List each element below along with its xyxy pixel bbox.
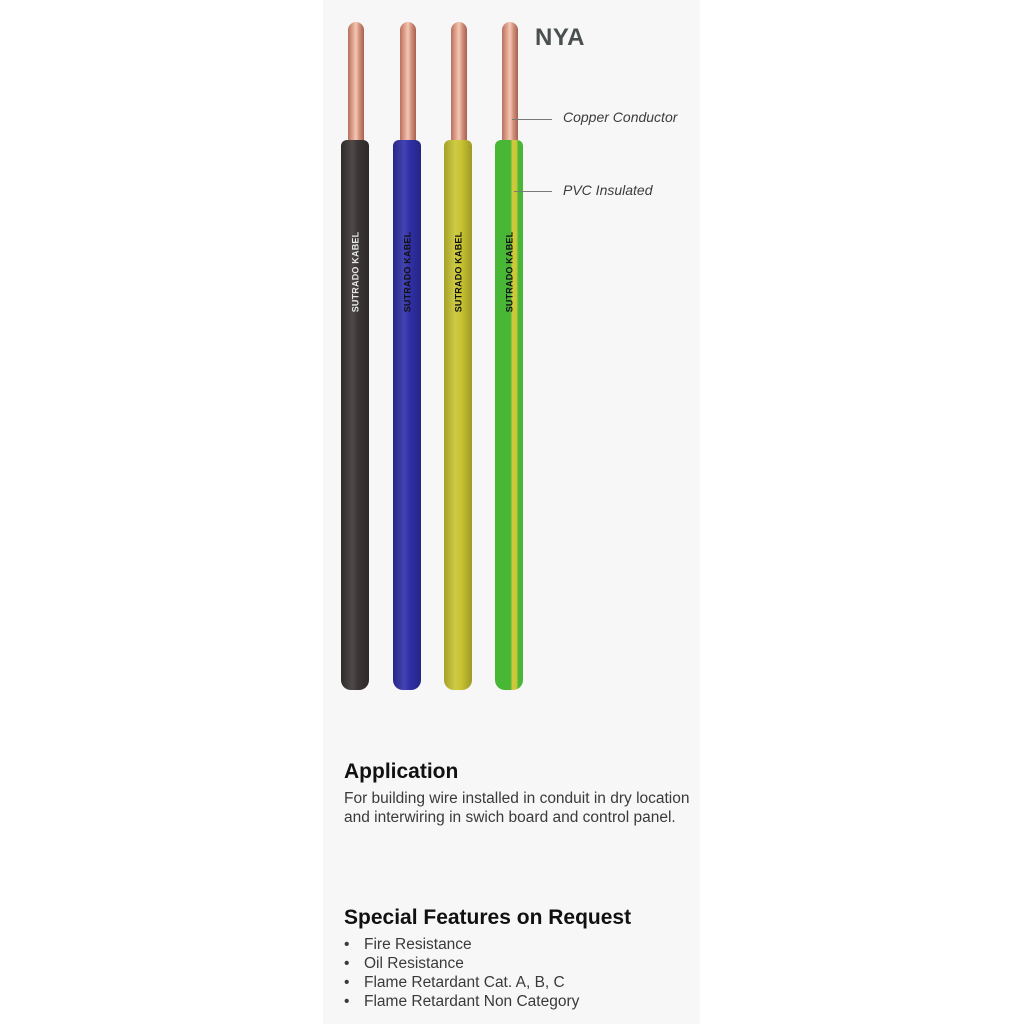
application-text: For building wire installed in conduit in dry location and interwiring in swich board and control panel. [344, 790, 690, 826]
list-item: • Oil Resistance [344, 954, 579, 973]
special-features-list [344, 935, 579, 1011]
copper-conductor [400, 22, 416, 148]
insulation-leader-line [514, 191, 552, 192]
copper-conductor [502, 22, 518, 148]
list-item: • Flame Retardant Cat. A, B, C [344, 973, 579, 992]
special-features-heading: Special Features on Request [344, 906, 632, 929]
conductor-leader-line [512, 119, 552, 120]
cable-brand-text: SUTRADO KABEL [453, 231, 464, 313]
cable-brand-text: SUTRADO KABEL [504, 231, 515, 313]
product-code: NYA [535, 24, 585, 51]
application-heading: Application [344, 760, 459, 783]
conductor-callout: Copper Conductor [563, 109, 678, 125]
copper-conductor [451, 22, 467, 148]
cable-brand-text: SUTRADO KABEL [350, 231, 361, 313]
copper-conductor [348, 22, 364, 148]
cable-brand-text: SUTRADO KABEL [402, 231, 413, 313]
insulation-callout: PVC Insulated [563, 182, 653, 198]
list-item: • Flame Retardant Non Category [344, 992, 579, 1011]
list-item: • Fire Resistance [344, 935, 579, 954]
